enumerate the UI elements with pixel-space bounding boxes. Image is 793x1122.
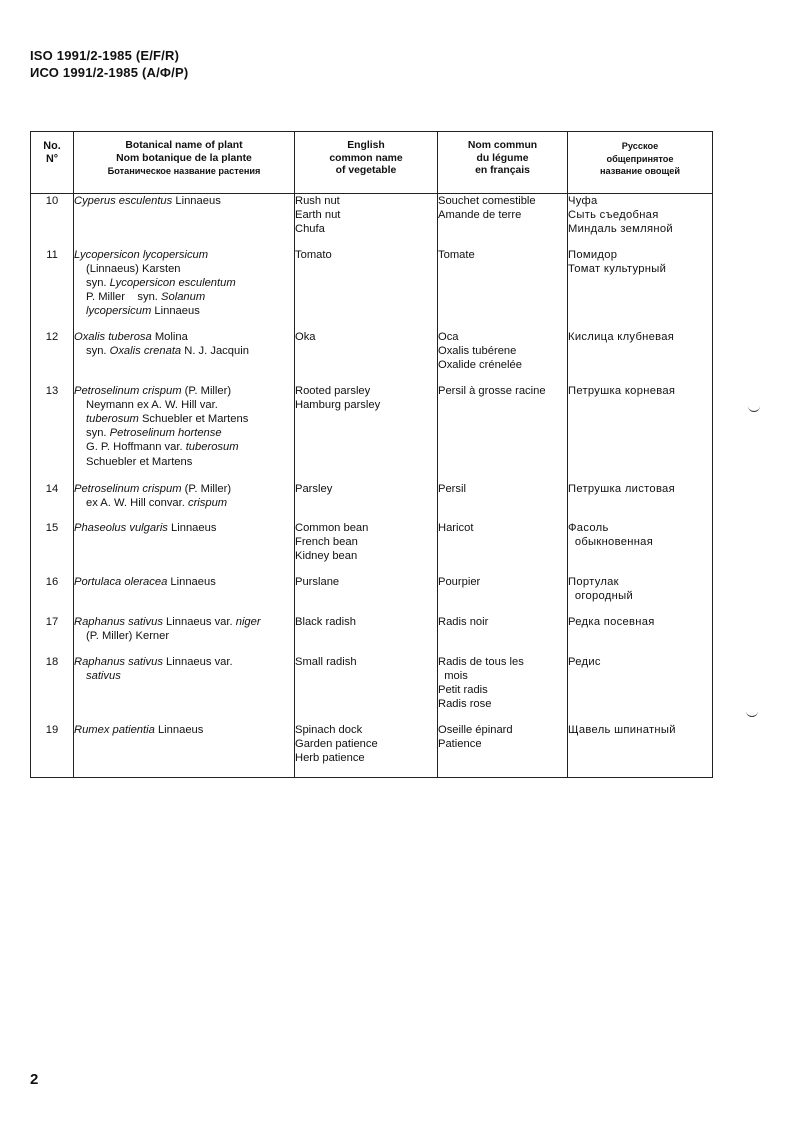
row-number: 15 [45, 521, 59, 534]
french-name-line: Patience [438, 737, 482, 750]
english-name-cell [295, 384, 438, 482]
french-name-cell [438, 248, 568, 330]
russian-name-line: Редис [568, 655, 601, 668]
latin-taxon-text: Petroselinum crispum [74, 482, 182, 495]
authority-text: Linnaeus [167, 521, 217, 534]
botanical-name-line [74, 629, 294, 643]
header-line: Nom botanique de la plante [116, 152, 252, 164]
english-name-line: French bean [295, 535, 358, 548]
russian-name-line: Помидор [568, 248, 618, 261]
botanical-name-cell [74, 575, 295, 615]
row-number: 19 [45, 723, 59, 736]
botanical-name-line [74, 194, 294, 208]
empty-cell [31, 777, 74, 778]
header-russian-name [568, 132, 713, 194]
french-name-line: Persil à grosse racine [438, 384, 546, 397]
latin-taxon-text: Solanum [161, 291, 206, 304]
table-header-row [31, 132, 713, 194]
table-row [31, 655, 713, 723]
russian-name-line: Щавель шпинатный [568, 723, 676, 736]
header-line: en français [475, 165, 530, 177]
row-number: 17 [45, 615, 59, 628]
russian-name-line: Фасоль [568, 521, 609, 534]
latin-taxon-text: Cyperus esculentus [74, 195, 173, 207]
botanical-name-line [74, 330, 294, 344]
english-name-line: Parsley [295, 482, 333, 495]
empty-cell [295, 777, 438, 778]
russian-name-line: Томат культурный [568, 262, 667, 275]
russian-name-line: Портулак [568, 575, 619, 588]
french-name-cell [438, 194, 568, 248]
botanical-name-cell [74, 723, 295, 777]
russian-name-cell [568, 248, 713, 330]
english-name-line: Rooted parsley [295, 384, 371, 397]
english-name-cell [295, 330, 438, 384]
latin-taxon-text: Lycopersicon lycopersicum [74, 248, 209, 261]
russian-name-cell [568, 384, 713, 482]
table-row [31, 482, 713, 521]
russian-name-line: обыкновенная [568, 535, 654, 548]
header-line: название овощей [599, 166, 681, 177]
header-line: common name [329, 152, 403, 164]
russian-name-cell [568, 482, 713, 521]
botanical-name-cell [74, 330, 295, 384]
latin-taxon-text: Phaseolus vulgaris [74, 521, 168, 534]
botanical-name-line [74, 521, 294, 535]
header-line: Botanical name of plant [125, 140, 243, 151]
row-number: 12 [45, 330, 59, 343]
botanical-name-cell [74, 521, 295, 575]
english-name-cell [295, 615, 438, 655]
english-name-cell [295, 248, 438, 330]
russian-name-line: Чуфа [568, 195, 598, 207]
french-name-cell [438, 615, 568, 655]
botanical-name-line [74, 304, 294, 318]
botanical-name-line [74, 440, 294, 454]
header-french-name [438, 132, 568, 194]
header-line: общепринятое [606, 153, 674, 164]
latin-taxon-text: niger [235, 615, 261, 628]
empty-cell [568, 777, 713, 778]
row-number: 13 [45, 384, 59, 397]
header-line: English [347, 140, 385, 151]
english-name-line: Hamburg parsley [295, 398, 381, 411]
authority-text: ex A. W. Hill convar. [86, 496, 188, 509]
botanical-name-line [74, 262, 294, 276]
russian-name-line: огородный [568, 589, 633, 602]
russian-name-cell [568, 330, 713, 384]
latin-taxon-text: Oxalis tuberosa [74, 330, 152, 343]
empty-cell [438, 777, 568, 778]
authority-text: Linnaeus [154, 723, 204, 736]
english-name-cell [295, 723, 438, 777]
french-name-line: Souchet comestible [438, 195, 536, 207]
french-name-cell [438, 575, 568, 615]
authority-text: G. P. Hoffmann var. [86, 441, 186, 454]
latin-taxon-text: tuberosum [185, 441, 239, 454]
authority-text: (P. Miller) [181, 482, 232, 495]
english-name-line: Kidney bean [295, 549, 358, 562]
english-name-line: Rush nut [295, 195, 340, 207]
english-name-line: Black radish [295, 615, 356, 628]
botanical-name-line [74, 482, 294, 496]
english-name-cell [295, 575, 438, 615]
authority-text: Linnaeus [151, 305, 200, 318]
russian-name-line: Сыть съедобная [568, 209, 659, 222]
russian-name-line: Петрушка корневая [568, 384, 676, 397]
french-name-line: Oxalide crénelée [438, 358, 522, 371]
table-row [31, 575, 713, 615]
row-number: 11 [46, 248, 58, 261]
russian-name-cell [568, 615, 713, 655]
authority-text: syn. [86, 427, 110, 440]
botanical-name-line [74, 384, 294, 398]
authority-text: Molina [151, 330, 188, 343]
header-line: Русское [621, 141, 659, 151]
authority-text: Neymann ex A. W. Hill var. [86, 398, 218, 411]
table-row [31, 384, 713, 482]
english-name-line: Purslane [295, 575, 340, 588]
french-name-cell [438, 655, 568, 723]
botanical-name-cell [74, 194, 295, 248]
authority-text: P. Miller syn. [86, 291, 162, 304]
french-name-line: Pourpier [438, 575, 481, 588]
botanical-name-line [74, 248, 294, 262]
english-name-cell [295, 521, 438, 575]
english-name-line: Tomato [295, 248, 332, 261]
english-name-line: Earth nut [295, 209, 341, 222]
latin-taxon-text: Oxalis crenata [109, 344, 182, 357]
french-name-line: Radis de tous les [438, 655, 524, 668]
french-name-line: Petit radis [438, 683, 488, 696]
english-name-line: Oka [295, 330, 316, 343]
authority-text: Linnaeus var. [162, 615, 236, 628]
header-line: No. [43, 140, 61, 152]
latin-taxon-text: Petroselinum hortense [109, 427, 222, 440]
english-name-line: Small radish [295, 655, 357, 668]
empty-cell [74, 777, 295, 778]
french-name-line: Oxalis tubérene [438, 344, 517, 357]
latin-taxon-text: crispum [187, 496, 228, 509]
french-name-line: Radis noir [438, 615, 489, 628]
botanical-name-line [74, 575, 294, 589]
french-name-line: Tomate [438, 248, 475, 261]
document-code-cyrillic: ИСО 1991/2-1985 (А/Ф/Р) [30, 65, 189, 80]
english-name-line: Common bean [295, 521, 369, 534]
header-number [31, 132, 74, 194]
row-number: 10 [45, 195, 59, 207]
margin-mark [748, 406, 760, 412]
authority-text: Linnaeus [167, 575, 216, 588]
latin-taxon-text: tuberosum [86, 412, 139, 425]
latin-taxon-text: Raphanus sativus [74, 655, 163, 668]
russian-name-line: Петрушка листовая [568, 482, 675, 495]
english-name-line: Chufa [295, 223, 325, 236]
french-name-line: Haricot [438, 521, 474, 534]
french-name-cell [438, 723, 568, 777]
english-name-cell [295, 482, 438, 521]
french-name-cell [438, 482, 568, 521]
latin-taxon-text: sativus [86, 669, 121, 682]
header-line: du légume [476, 152, 529, 164]
botanical-name-line [74, 276, 294, 290]
authority-text: (P. Miller) Kerner [86, 629, 170, 642]
table-row [31, 194, 713, 248]
latin-taxon-text: Lycopersicon esculentum [109, 276, 236, 289]
authority-text: Schuebler et Martens [138, 412, 249, 425]
header-english-name [295, 132, 438, 194]
russian-name-line: Редка посевная [568, 615, 655, 628]
botanical-name-cell [74, 482, 295, 521]
botanical-name-line [74, 344, 294, 358]
header-line: of vegetable [335, 165, 397, 177]
russian-name-cell [568, 194, 713, 248]
latin-taxon-text: Raphanus sativus [74, 615, 163, 628]
russian-name-cell [568, 521, 713, 575]
document-code-latin: ISO 1991/2-1985 (E/F/R) [30, 48, 180, 63]
english-name-cell [295, 194, 438, 248]
authority-text: (Linnaeus) Karsten [86, 262, 181, 275]
authority-text: Linnaeus [172, 195, 221, 207]
header-line: Nom commun [467, 140, 538, 151]
header-botanical-name [74, 132, 295, 194]
english-name-line: Spinach dock [295, 723, 363, 736]
authority-text: syn. [86, 344, 110, 357]
botanical-name-line [74, 455, 294, 469]
botanical-name-cell [74, 655, 295, 723]
latin-taxon-text: Petroselinum crispum [74, 384, 182, 397]
botanical-name-line [74, 669, 294, 683]
table-body [31, 194, 713, 778]
table-row [31, 615, 713, 655]
authority-text: Schuebler et Martens [86, 455, 193, 468]
authority-text: Linnaeus var. [162, 655, 233, 668]
latin-taxon-text: Rumex patientia [74, 723, 155, 736]
table-filler-row [31, 777, 713, 778]
header-line: Ботаническое название растения [107, 166, 261, 177]
botanical-name-cell [74, 615, 295, 655]
authority-text: syn. [86, 276, 110, 289]
table-row [31, 330, 713, 384]
botanical-name-line [74, 615, 294, 629]
authority-text: (P. Miller) [181, 384, 232, 397]
english-name-line: Garden patience [295, 737, 378, 750]
russian-name-cell [568, 723, 713, 777]
botanical-name-line [74, 655, 294, 669]
botanical-name-line [74, 290, 294, 304]
row-number: 16 [45, 575, 59, 588]
row-number: 18 [45, 655, 59, 668]
latin-taxon-text: lycopersicum [86, 305, 152, 318]
russian-name-line: Кислица клубневая [568, 330, 675, 343]
botanical-name-cell [74, 384, 295, 482]
french-name-cell [438, 521, 568, 575]
table-row [31, 723, 713, 777]
russian-name-cell [568, 575, 713, 615]
botanical-name-line [74, 398, 294, 412]
french-name-cell [438, 330, 568, 384]
russian-name-cell [568, 655, 713, 723]
english-name-line: Herb patience [295, 751, 365, 764]
russian-name-line: Миндаль земляной [568, 223, 673, 236]
row-number: 14 [45, 482, 59, 495]
french-name-cell [438, 384, 568, 482]
french-name-line: Oca [438, 330, 459, 343]
french-name-line: Amande de terre [438, 209, 522, 222]
latin-taxon-text: Portulaca oleracea [74, 575, 168, 588]
margin-mark [746, 711, 758, 717]
botanical-name-line [74, 426, 294, 440]
english-name-cell [295, 655, 438, 723]
header-line: N° [45, 152, 59, 165]
french-name-line: Persil [438, 482, 466, 495]
botanical-name-cell [74, 248, 295, 330]
page-number: 2 [30, 1071, 39, 1088]
authority-text: N. J. Jacquin [181, 344, 249, 357]
french-name-line: Radis rose [438, 698, 492, 711]
botanical-name-line [74, 496, 294, 510]
french-name-line: Oseille épinard [438, 723, 513, 736]
table-row [31, 248, 713, 330]
botanical-name-line [74, 723, 294, 737]
vegetable-names-table [30, 131, 713, 778]
table-row [31, 521, 713, 575]
botanical-name-line [74, 412, 294, 426]
french-name-line: mois [438, 669, 468, 682]
